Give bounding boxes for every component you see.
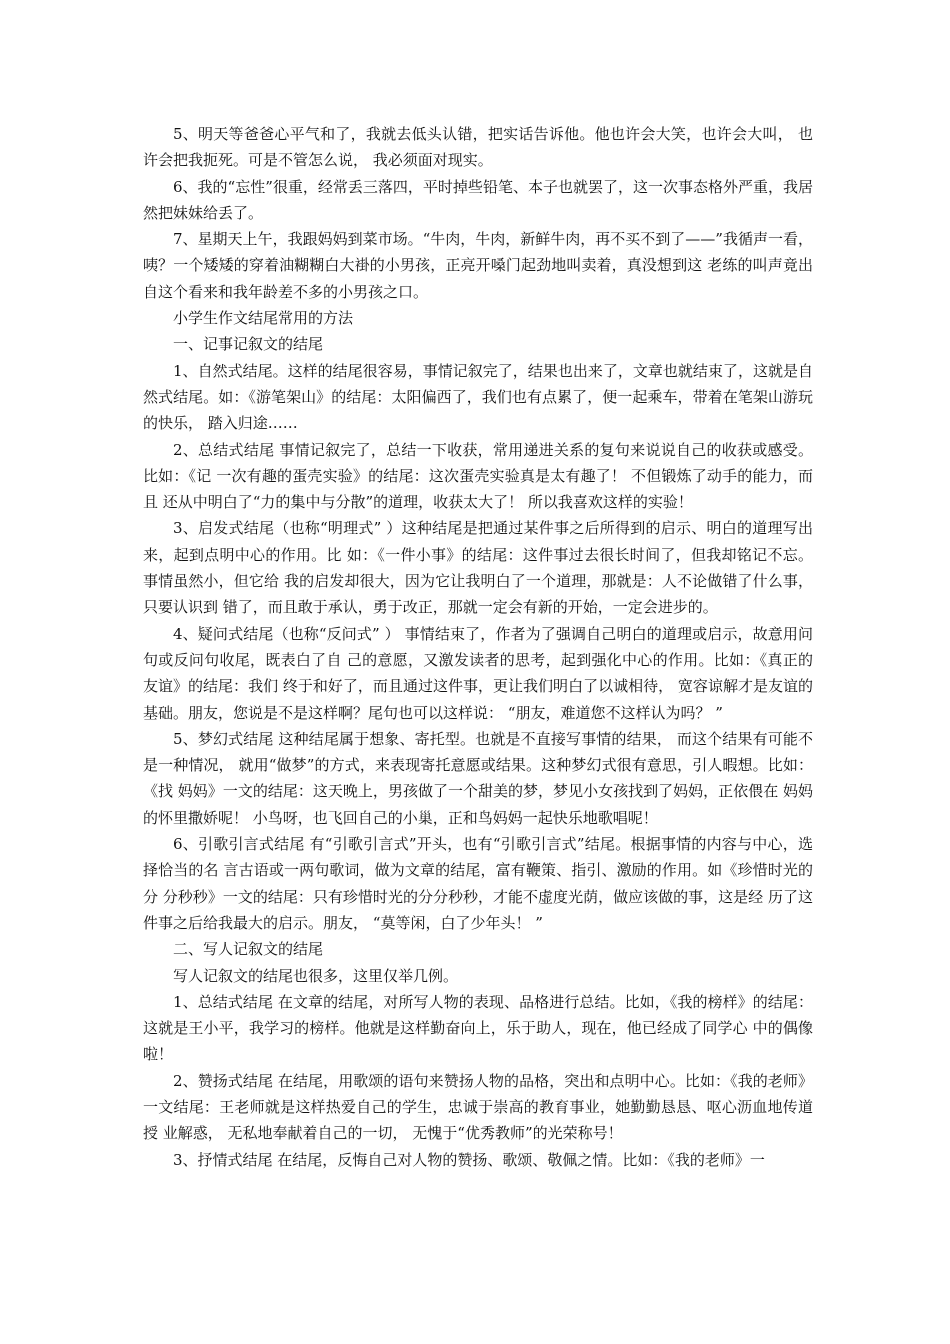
paragraph-people-intro: 写人记叙文的结尾也很多，这里仅举几例。 bbox=[173, 966, 459, 985]
paragraph-5-confess: 5、明天等爸爸心平气和了，我就去低头认错，把实话告诉他。他也许会大笑，也许会大叫， 也许会把我扼死。可是不管怎么说， 我必须面对现实。 bbox=[143, 125, 813, 170]
section-heading-narrative-people: 二、写人记叙文的结尾 bbox=[173, 940, 324, 959]
paragraph-inspiring-ending: 3、启发式结尾（也称“明理式” ）这种结尾是把通过某件事之后所得到的启示、明白的道理写出来，起到点明中心的作用。比 如：《一件小事》的结尾：这件事过去很长时间了，但我却铭记不忘。事情虽然小，但它给 我的启发却很大，因为它让我明白了一个道理，那就是：人不论做错了什么事，只要认识到 错了，而且敢于承认，勇于改正，那就一定会有新的开始，一定会进步的。 bbox=[143, 519, 813, 617]
section-title: 小学生作文结尾常用的方法 bbox=[173, 309, 354, 328]
section-heading-narrative-events: 一、记事记叙文的结尾 bbox=[173, 335, 324, 354]
paragraph-quote-ending: 6、引歌引言式结尾 有“引歌引言式”开头，也有“引歌引言式”结尾。根据事情的内容与中心，选择恰当的名 言古语或一两句歌词，做为文章的结尾，富有鞭策、指引、激励的作用。如《珍惜时光的分 分秒秒》一文的结尾：只有珍惜时光的分分秒秒，才能不虚度光荫，做应该做的事，这是经 历了这件事之后给我最大的启示。朋友， “莫等闲，白了少年头！ ” bbox=[143, 835, 813, 932]
paragraph-natural-ending: 1、自然式结尾。这样的结尾很容易，事情记叙完了，结果也出来了，文章也就结束了，这就是自然式结尾。如：《游笔架山》的结尾：太阳偏西了，我们也有点累了，便一起乘车，带着在笔架山游玩 的快乐， 踏入归途…… bbox=[143, 361, 813, 433]
paragraph-people-summary-ending: 1、总结式结尾 在文章的结尾，对所写人物的表现、品格进行总结。比如，《我的榜样》的结尾：这就是王小平，我学习的榜样。他就是这样勤奋向上，乐于助人，现在，他已经成了同学心 中的偶像啦！ bbox=[143, 992, 813, 1064]
document-body bbox=[143, 121, 813, 1173]
paragraph-people-praise-ending: 2、赞扬式结尾 在结尾，用歌颂的语句来赞扬人物的品格，突出和点明中心。比如：《我的老师》一文结尾：王老师就是这样热爱自己的学生，忠诚于崇高的教育事业，她勤勤恳恳、呕心沥血地传道授 业解惑， 无私地奉献着自己的一切， 无愧于“优秀教师”的光荣称号！ bbox=[143, 1071, 813, 1143]
paragraph-summary-ending: 2、总结式结尾 事情记叙完了，总结一下收获，常用递进关系的复句来说说自己的收获或感受。比如：《记 一次有趣的蛋壳实验》的结尾：这次蛋壳实验真是太有趣了！ 不但锻炼了动手的能力，而且 还从中明白了“力的集中与分散”的道理，收获太大了！ 所以我喜欢这样的实验！ bbox=[143, 440, 813, 512]
paragraph-people-lyric-ending: 3、抒情式结尾 在结尾，反悔自己对人物的赞扬、歌颂、敬佩之情。比如：《我的老师》一 bbox=[173, 1150, 765, 1169]
paragraph-6-forgetful: 6、我的“忘性”很重，经常丢三落四，平时掉些铅笔、本子也就罢了，这一次事态格外严重，我居然把妹妹给丢了。 bbox=[143, 177, 813, 222]
paragraph-question-ending: 4、疑问式结尾（也称“反问式” ） 事情结束了，作者为了强调自己明白的道理或启示，故意用问句或反问句收尾，既表白了自 己的意愿，又激发读者的思考，起到强化中心的作用。比如：《真正的友谊》的结尾：我们 终于和好了，而且通过这件事，更让我们明白了以诚相待， 宽容谅解才是友谊的基础。朋友，您说是不是这样啊？尾句也可以这样说： “朋友，难道您不这样认为吗？ ” bbox=[143, 624, 813, 722]
paragraph-dream-ending: 5、梦幻式结尾 这种结尾属于想象、寄托型。也就是不直接写事情的结果， 而这个结果有可能不是一种情况， 就用“做梦”的方式，来表现寄托意愿或结果。这种梦幻式很有意思，引人暇想。比如：《找 妈妈》一文的结尾：这天晚上，男孩做了一个甜美的梦，梦见小女孩找到了妈妈，正依偎在 妈妈的怀里撒娇呢！ 小鸟呀，也飞回自己的小巢，正和鸟妈妈一起快乐地歌唱呢！ bbox=[143, 729, 813, 827]
paragraph-7-market: 7、星期天上午，我跟妈妈到菜市场。“牛肉，牛肉，新鲜牛肉，再不买不到了——”我循声一看，咦？一个矮矮的穿着油糊糊白大褂的小男孩，正亮开嗓门起劲地叫卖着，真没想到这 老练的叫声竟出自这个看来和我年龄差不多的小男孩之口。 bbox=[143, 230, 813, 301]
